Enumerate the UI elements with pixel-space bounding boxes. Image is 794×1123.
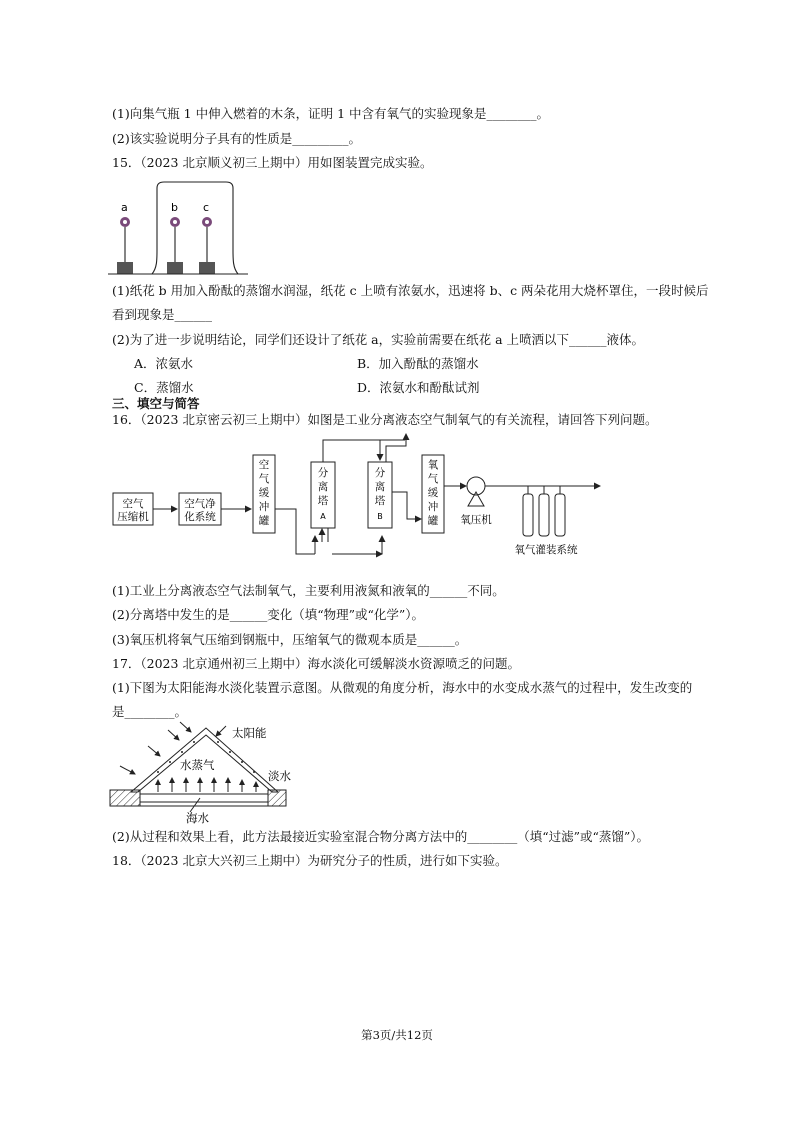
tower-b-char-3: 塔 [374,495,386,507]
page-footer: 第3页/共12页 [361,1028,433,1042]
q15-part1-line2: 看到现象是______ [112,307,213,322]
air-buffer-char-1: 空 [258,459,270,471]
tower-b-char-1: 分 [374,467,386,479]
oxygen-buffer-char-3: 缓 [427,487,439,499]
fresh-water-label: 淡水 [268,769,291,783]
tower-a-char-1: 分 [317,467,329,479]
air-purification-label-2: 化系统 [184,511,216,523]
label-c: c [203,201,210,214]
oxygen-compressor-label: 氧压机 [460,514,492,526]
q15-option-b: B．加入酚酞的蒸馏水 [357,356,479,371]
air-buffer-char-2: 气 [258,473,270,485]
fig16-flowchart [110,432,610,562]
seawater-label: 海水 [186,811,209,825]
air-buffer-char-4: 冲 [258,501,270,513]
base-left-hatched [110,790,140,806]
q17-part2: (2)从过程和效果上看，此方法最接近实验室混合物分离方法中的________（填“过滤”或“蒸馏”）。 [112,829,650,844]
q16-part2: (2)分离塔中发生的是______变化（填“物理”或“化学”）。 [112,607,425,622]
q14-part1: (1)向集气瓶 1 中伸入燃着的木条，证明 1 中含有氧气的实验现象是________。 [112,106,550,121]
section-3-heading: 三、填空与简答 [112,396,200,411]
tower-a-char-2: 离 [317,481,329,493]
tower-b-char-4: B [377,512,383,521]
flower-c [199,217,215,274]
q16-part1: (1)工业上分离液态空气法制氧气，主要利用液氮和液氧的______不同。 [112,583,505,598]
air-compressor-label-2: 压缩机 [117,511,149,523]
oxygen-cylinders-icon [523,486,565,536]
water-vapor-label: 水蒸气 [180,758,215,772]
q15-option-a: A．浓氨水 [134,356,194,371]
q16-stem: 16．（2023 北京密云初三上期中）如图是工业分离液态空气制氧气的有关流程，请回答下列问题。 [112,412,658,427]
label-a: a [121,201,128,214]
q15-part2: (2)为了进一步说明结论，同学们还设计了纸花 a，实验前需要在纸花 a 上喷洒以下______液体。 [112,332,645,347]
label-b: b [171,201,178,214]
q15-part1-line1: (1)纸花 b 用加入酚酞的蒸馏水润湿，纸花 c 上喷有浓氨水，迅速将 b、c 两朵花用大烧杯罩住，一段时候后 [112,283,709,298]
air-buffer-char-3: 缓 [258,487,270,499]
oxygen-buffer-char-1: 氧 [427,459,439,471]
vapor-rising-arrows [158,778,256,792]
fig17-desalination-figure [108,722,308,825]
fig15-flowers-figure [108,180,248,280]
base-right-hatched [268,790,286,806]
q18-stem: 18．（2023 北京大兴初三上期中）为研究分子的性质，进行如下实验。 [112,853,508,868]
beaker-outline [152,182,238,274]
oxygen-buffer-char-4: 冲 [427,501,439,513]
oxygen-buffer-char-5: 罐 [427,515,439,527]
q15-option-c: C．蒸馏水 [134,380,194,395]
q17-part1-line2: 是________。 [112,704,188,719]
tower-b-char-2: 离 [374,481,386,493]
q17-part1-line1: (1)下图为太阳能海水淡化装置示意图。从微观的角度分析，海水中的水变成水蒸气的过程中，发生改变的 [112,680,693,695]
flower-a [117,217,133,274]
oxygen-buffer-char-2: 气 [427,473,439,485]
q15-option-d: D．浓氨水和酚酞试剂 [357,380,480,395]
q16-part3: (3)氧压机将氧气压缩到钢瓶中，压缩氧气的微观本质是______。 [112,632,468,647]
tower-a-char-4: A [320,512,326,521]
tower-a-char-3: 塔 [317,495,329,507]
seawater-basin [140,794,268,802]
solar-energy-label: 太阳能 [232,726,267,740]
air-purification-label-1: 空气净 [184,498,216,510]
air-buffer-char-5: 罐 [258,515,270,527]
q14-part2: (2)该实验说明分子具有的性质是_________。 [112,131,361,146]
oxygen-filling-label: 氧气灌装系统 [514,544,578,556]
flower-b [167,217,183,274]
oxygen-compressor-icon [467,477,485,506]
q17-stem: 17．（2023 北京通州初三上期中）海水淡化可缓解淡水资源喷乏的问题。 [112,656,520,671]
q15-stem: 15．（2023 北京顺义初三上期中）用如图装置完成实验。 [112,155,433,170]
air-compressor-label-1: 空气 [122,498,144,510]
